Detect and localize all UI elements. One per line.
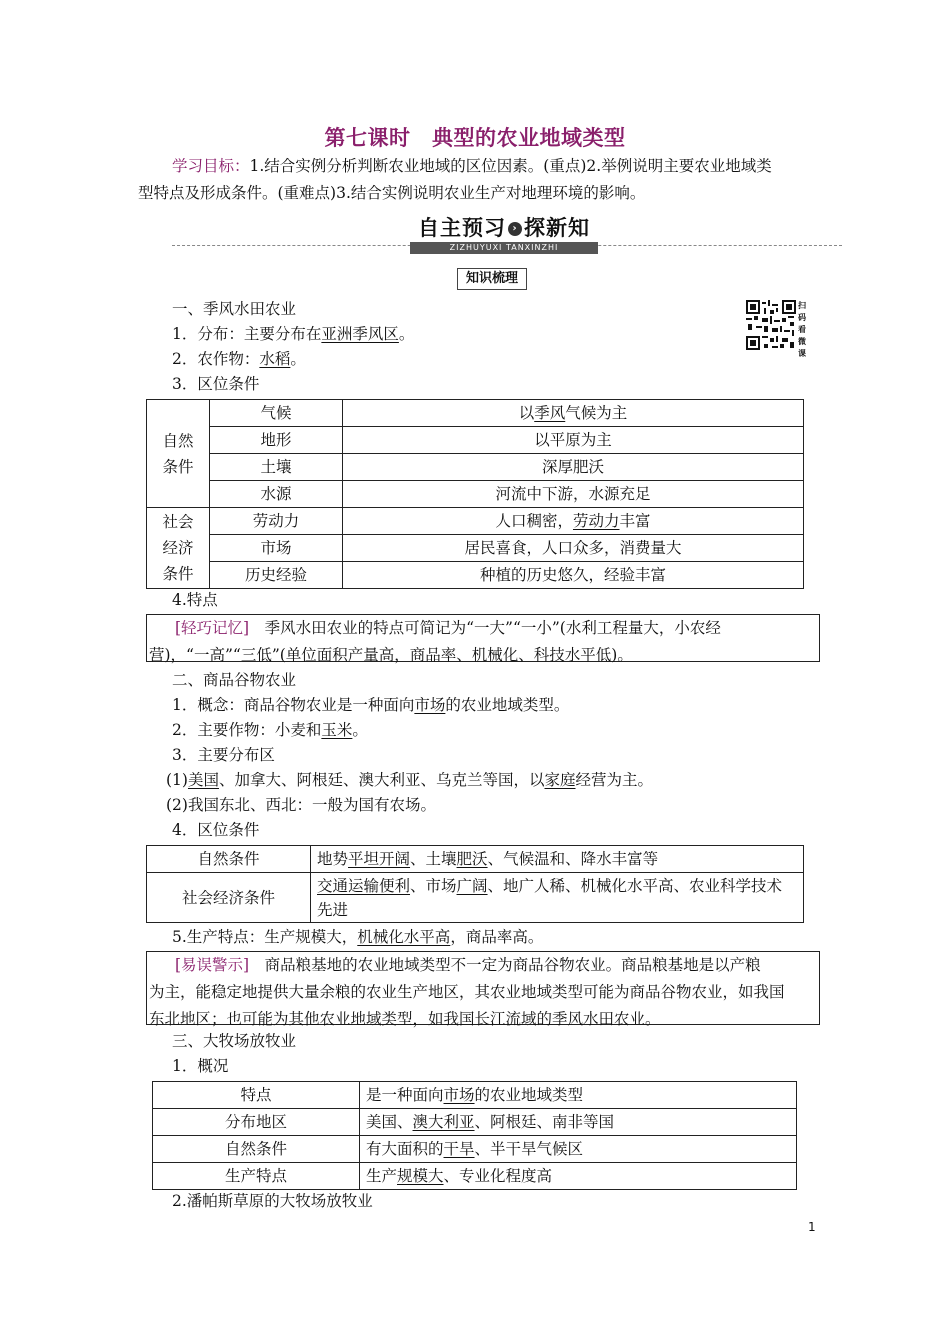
answer-underline: 水稻 xyxy=(259,350,291,368)
factor-cell: 特点 xyxy=(153,1082,360,1109)
tip-text: 营)，“一高”“三低”(单位面积产量高，商品率、机械化、科技水平低)。 xyxy=(149,646,633,664)
paragraph: 5.生产特点：生产规模大，机械化水平高，商品率高。 xyxy=(172,928,544,946)
value-cell: 种植的历史悠久，经验丰富 xyxy=(343,562,804,589)
tip-label: [易误警示] xyxy=(175,956,250,974)
factor-cell: 劳动力 xyxy=(210,508,343,535)
banner-left-text: 自主预习 xyxy=(418,216,506,240)
factor-cell: 土壤 xyxy=(210,454,343,481)
paragraph: 3．主要分布区 xyxy=(172,746,275,764)
category-cell xyxy=(147,508,210,589)
factor-cell: 生产特点 xyxy=(153,1163,360,1190)
factor-cell: 气候 xyxy=(210,400,343,427)
tip-text: 商品粮基地的农业地域类型不一定为商品谷物农业。商品粮基地是以产粮 xyxy=(249,956,761,974)
paragraph: 1．分布：主要分布在亚洲季风区。 xyxy=(172,325,415,343)
section-heading: 一、季风水田农业 xyxy=(172,300,297,318)
knowledge-label-text: 知识梳理 xyxy=(457,268,527,290)
value-cell: 是一种面向市场的农业地域类型 xyxy=(360,1082,797,1109)
tip-label: [轻巧记忆] xyxy=(175,619,250,637)
qr-caption-char: 扫 xyxy=(798,301,806,310)
objectives-line-2: 型特点及形成条件。(重难点)3.结合实例说明农业生产对地理环境的影响。 xyxy=(138,184,646,202)
value-cell: 交通运输便利、市场广阔、地广人稀、机械化水平高、农业科学技术 先进 xyxy=(311,873,804,923)
arrow-icon: › xyxy=(508,222,522,236)
qr-caption-char: 课 xyxy=(798,349,806,358)
qr-caption-char: 码 xyxy=(798,313,806,322)
qr-caption xyxy=(798,300,810,360)
value-cell: 以平原为主 xyxy=(343,427,804,454)
knowledge-label xyxy=(440,268,544,288)
factor-cell: 地形 xyxy=(210,427,343,454)
memory-tip-box xyxy=(146,614,820,662)
paragraph: 3．区位条件 xyxy=(172,375,260,393)
social-label: 社会 经济 条件 xyxy=(162,513,194,583)
page-number: 1 xyxy=(808,1220,816,1234)
category-cell xyxy=(147,400,210,508)
grain-farming-location-table xyxy=(146,845,804,923)
value-cell: 生产规模大、专业化程度高 xyxy=(360,1163,797,1190)
paragraph: 2．主要作物：小麦和玉米。 xyxy=(172,721,368,739)
natural-label: 自然 条件 xyxy=(162,431,194,476)
banner-right-text: 探新知 xyxy=(524,216,590,240)
ranching-overview-table xyxy=(152,1081,797,1190)
preview-banner xyxy=(410,213,598,243)
factor-cell: 自然条件 xyxy=(147,846,311,873)
page-title: 第七课时 典型的农业地域类型 xyxy=(324,125,626,150)
banner-subtitle: ZIZHUYUXI TANXINZHI xyxy=(410,242,598,254)
paragraph: 4．区位条件 xyxy=(172,821,260,839)
paragraph: 1．概念：商品谷物农业是一种面向市场的农业地域类型。 xyxy=(172,696,570,714)
qr-code-icon[interactable] xyxy=(746,300,796,350)
section-heading: 二、商品谷物农业 xyxy=(172,671,297,689)
factor-cell: 分布地区 xyxy=(153,1109,360,1136)
factor-cell: 自然条件 xyxy=(153,1136,360,1163)
answer-underline: 亚洲季风区 xyxy=(321,325,399,343)
paragraph: (2)我国东北、西北：一般为国有农场。 xyxy=(166,796,436,814)
section-heading: 三、大牧场放牧业 xyxy=(172,1032,297,1050)
value-cell: 美国、澳大利亚、阿根廷、南非等国 xyxy=(360,1109,797,1136)
factor-cell: 社会经济条件 xyxy=(147,873,311,923)
paragraph: 4.特点 xyxy=(172,591,218,609)
qr-caption-char: 看 xyxy=(798,325,806,334)
qr-caption-char: 微 xyxy=(798,337,806,346)
tip-text: 为主，能稳定地提供大量余粮的农业生产地区，其农业地域类型可能为商品谷物农业，如我国 xyxy=(149,983,785,1001)
paragraph: 2．农作物：水稻。 xyxy=(172,350,306,368)
value-cell: 以季风气候为主 xyxy=(343,400,804,427)
value-cell: 地势平坦开阔、土壤肥沃、气候温和、降水丰富等 xyxy=(311,846,804,873)
paragraph: (1)美国、加拿大、阿根廷、澳大利亚、乌克兰等国，以家庭经营为主。 xyxy=(166,771,654,789)
objectives-label: 学习目标： xyxy=(172,157,250,175)
factor-cell: 历史经验 xyxy=(210,562,343,589)
rice-farming-location-table xyxy=(146,399,804,589)
paragraph: 1．概况 xyxy=(172,1057,229,1075)
error-warning-box xyxy=(146,951,820,1028)
factor-cell: 水源 xyxy=(210,481,343,508)
tip-text: 东北地区；也可能为其他农业地域类型，如我国长江流域的季风水田农业。 xyxy=(149,1010,661,1028)
factor-cell: 市场 xyxy=(210,535,343,562)
value-cell: 深厚肥沃 xyxy=(343,454,804,481)
value-cell: 河流中下游，水源充足 xyxy=(343,481,804,508)
learning-objectives xyxy=(138,153,828,207)
value-cell: 有大面积的干旱、半干旱气候区 xyxy=(360,1136,797,1163)
objectives-line-1: 1.结合实例分析判断农业地域的区位因素。(重点)2.举例说明主要农业地域类 xyxy=(249,157,772,175)
value-cell: 人口稠密，劳动力丰富 xyxy=(343,508,804,535)
value-cell: 居民喜食，人口众多，消费量大 xyxy=(343,535,804,562)
tip-text: 季风水田农业的特点可简记为“一大”“一小”(水利工程量大，小农经 xyxy=(249,619,721,637)
paragraph: 2.潘帕斯草原的大牧场放牧业 xyxy=(172,1192,373,1210)
